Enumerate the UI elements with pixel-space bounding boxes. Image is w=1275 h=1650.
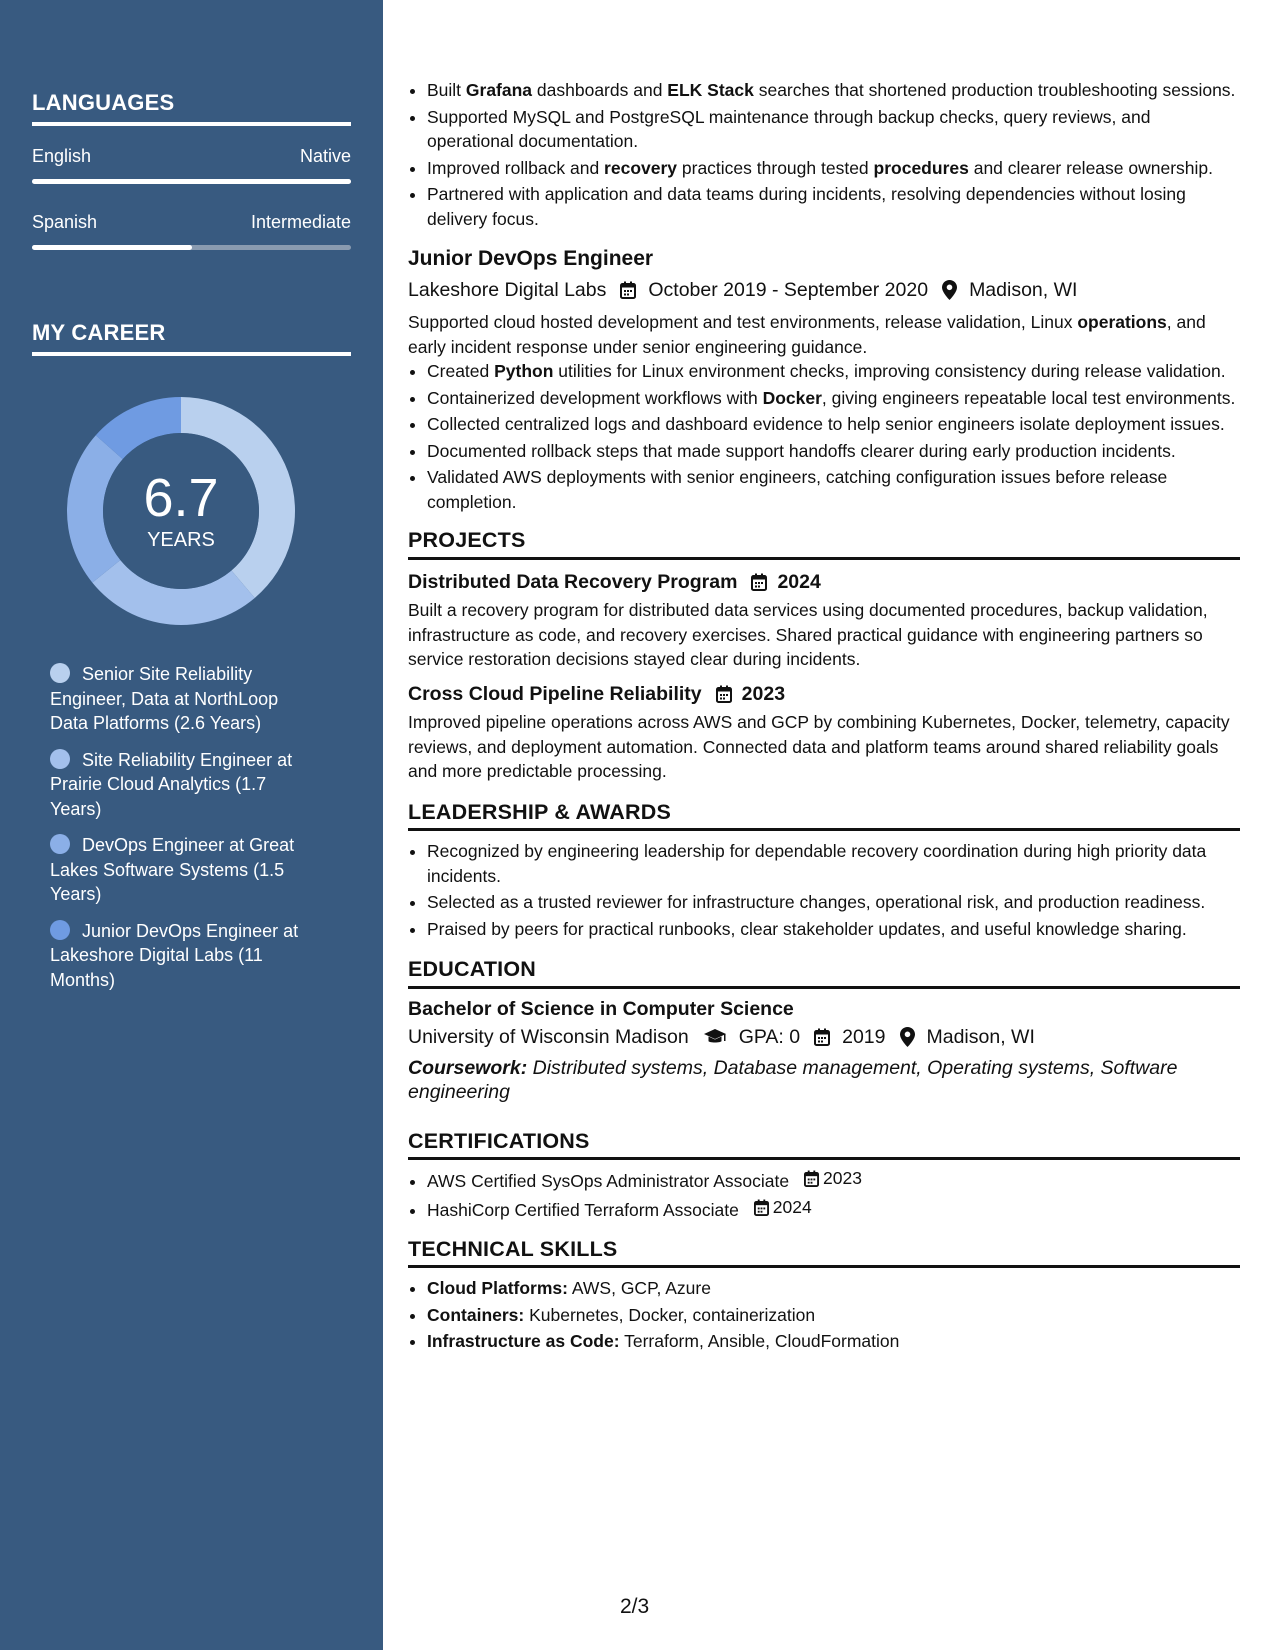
calendar-icon [716, 685, 732, 703]
project-year: 2024 [777, 570, 821, 593]
bullet-item [427, 78, 1240, 103]
bullet-text: Created [427, 361, 495, 381]
location-pin-icon [942, 280, 957, 300]
legend-dot [50, 663, 70, 683]
calendar-icon [804, 1170, 819, 1187]
calendar-icon [754, 1199, 769, 1216]
job-meta [408, 278, 1240, 303]
bullet-text: Documented rollback steps that made support handoffs clearer during early production incidents. [427, 440, 1176, 461]
bullet-text: practices through tested [677, 157, 874, 178]
career-legend-text: Junior DevOps Engineer at Lakeshore Digital Labs (11 Months) [50, 920, 299, 990]
skill-values: Kubernetes, Docker, containerization [524, 1304, 816, 1325]
career-legend-text: DevOps Engineer at Great Lakes Software Systems (1.5 Years) [50, 835, 295, 904]
project-description: Built a recovery program for distributed data services using documented procedures, backup validation, infrastructure as code, and recovery exercises. Shared practical guidance with engineering partners so service restoration decisions stayed clear during incidents. [408, 600, 1208, 669]
legend-dot [50, 920, 70, 940]
job-summary [408, 310, 1240, 359]
bullet-item [427, 182, 1240, 231]
project-entry [408, 570, 1240, 672]
coursework [408, 1056, 1240, 1105]
page-number: 2/3 [620, 1595, 650, 1618]
projects-heading: PROJECTS [408, 528, 1240, 560]
bullet-keyword: ELK Stack [667, 80, 754, 100]
career-legend-item [50, 662, 320, 736]
skill-item [427, 1276, 1240, 1301]
career-total-unit: YEARS [147, 528, 215, 551]
skill-values: Terraform, Ansible, CloudFormation [619, 1331, 900, 1351]
bullet-item [427, 105, 1240, 154]
summary-text: , and early incident response under senior engineering guidance. [408, 312, 1206, 357]
career-total-years: 6.7 [143, 467, 219, 528]
school-name: University of Wisconsin Madison [408, 1026, 689, 1048]
leadership-item: • Selected as a trusted reviewer for infrastructure changes, operational risk, and production readiness. [427, 890, 1240, 915]
languages-heading: LANGUAGES [32, 90, 351, 126]
legend-dot [50, 834, 70, 854]
job-bullets [408, 359, 1240, 514]
legend-dot [50, 749, 70, 769]
job-title: Junior DevOps Engineer [408, 247, 654, 270]
bullet-text: Improved rollback and [427, 157, 605, 178]
main-content [408, 78, 1240, 1356]
bullet-text: dashboards and [532, 80, 668, 100]
sidebar-content [32, 90, 351, 1004]
bullet-text: searches that shortened production troubleshooting sessions. [753, 80, 1236, 100]
bullet-text: Validated AWS deployments with senior engineers, catching configuration issues before release completion. [427, 467, 1168, 512]
language-proficiency-fill [32, 245, 192, 250]
language-level: Intermediate [250, 212, 351, 232]
graduation-year: 2019 [842, 1026, 886, 1048]
project-title: Cross Cloud Pipeline Reliability [408, 682, 702, 705]
bullet-keyword: Python [494, 361, 554, 381]
bullet-item [427, 439, 1240, 464]
calendar-icon [814, 1028, 830, 1046]
bullet-text: Built [427, 80, 466, 100]
skill-category: Cloud Platforms: [427, 1278, 568, 1298]
skill-category: Containers: [427, 1304, 525, 1325]
job-company: Lakeshore Digital Labs [408, 278, 607, 301]
language-name: Spanish [32, 212, 98, 232]
certification-name: HashiCorp Certified Terraform Associate [427, 1200, 739, 1220]
bullet-text: and clearer release ownership. [968, 157, 1214, 178]
degree-title: Bachelor of Science in Computer Science [408, 997, 794, 1020]
sidebar [0, 0, 383, 1650]
previous-job-bullets [408, 78, 1240, 231]
bullet-keyword: Docker [762, 387, 822, 408]
gpa: GPA: 0 [738, 1026, 801, 1048]
certifications-heading: CERTIFICATIONS [408, 1129, 1240, 1161]
leadership-heading: LEADERSHIP & AWARDS [408, 800, 1240, 832]
career-legend-item [50, 919, 320, 993]
certification-year: 2023 [823, 1168, 862, 1188]
career-legend [50, 662, 320, 992]
education-location: Madison, WI [926, 1026, 1035, 1048]
project-entry [408, 682, 1240, 784]
certification-item [427, 1166, 1240, 1193]
bullet-keyword: procedures [873, 157, 969, 178]
education-heading: EDUCATION [408, 957, 1240, 989]
career-heading: MY CAREER [32, 320, 351, 356]
language-proficiency-fill [32, 179, 351, 184]
leadership-item: • Praised by peers for practical runbooks, clear stakeholder updates, and useful knowledge sharing. [427, 917, 1240, 942]
skills-heading: TECHNICAL SKILLS [408, 1237, 1240, 1269]
skill-values: AWS, GCP, Azure [567, 1278, 711, 1298]
certification-item [427, 1195, 1240, 1222]
coursework-list: Distributed systems, Database management, Operating systems, Software engineering [408, 1056, 1178, 1103]
project-title: Distributed Data Recovery Program [408, 570, 738, 593]
coursework-label: Coursework: [408, 1056, 528, 1079]
project-description: Improved pipeline operations across AWS and GCP by combining Kubernetes, Docker, telemetry, capacity reviews, and deployment automation. Connected data and platform teams around shared reliability goals and more predictable processing. [408, 712, 1230, 781]
language-spanish [32, 212, 351, 250]
bullet-text: , giving engineers repeatable local test environments. [821, 387, 1236, 408]
bullet-text: Supported MySQL and PostgreSQL maintenance through backup checks, query reviews, and operational documentation. [427, 106, 1151, 151]
bullet-text: Containerized development workflows with [427, 387, 763, 408]
certifications-list [408, 1166, 1240, 1223]
career-legend-text: Senior Site Reliability Engineer, Data at NorthLoop Data Platforms (2.6 Years) [50, 664, 279, 733]
career-donut-chart [66, 396, 296, 626]
career-legend-item [50, 748, 320, 822]
job-dates: October 2019 - September 2020 [648, 278, 929, 301]
job-location: Madison, WI [969, 278, 1078, 301]
education-meta [408, 1025, 1240, 1050]
summary-text: Supported cloud hosted development and test environments, release validation, Linux [408, 312, 1078, 332]
donut-center [66, 396, 296, 626]
certification-date [754, 1195, 812, 1220]
leadership-list [408, 839, 1240, 941]
career-legend-text: Site Reliability Engineer at Prairie Cloud Analytics (1.7 Years) [50, 749, 293, 819]
calendar-icon [751, 573, 767, 591]
skill-item [427, 1303, 1240, 1328]
project-title-row [408, 682, 1240, 707]
location-pin-icon [900, 1027, 915, 1047]
skill-category: Infrastructure as Code: [427, 1331, 620, 1351]
bullet-item [427, 386, 1240, 411]
language-english [32, 146, 351, 184]
language-proficiency-bar [32, 245, 351, 250]
calendar-icon [620, 281, 636, 299]
bullet-item [427, 359, 1240, 384]
bullet-item [427, 412, 1240, 437]
summary-keyword: operations [1077, 312, 1167, 332]
language-level: Native [299, 146, 351, 166]
project-title-row [408, 570, 1240, 595]
language-name: English [32, 146, 92, 166]
bullet-item [427, 156, 1240, 181]
bullet-keyword: Grafana [465, 80, 533, 100]
bullet-keyword: recovery [604, 157, 678, 178]
language-proficiency-bar [32, 179, 351, 184]
career-legend-item [50, 833, 320, 907]
leadership-item: • Recognized by engineering leadership for dependable recovery coordination during high priority data incidents. [427, 839, 1240, 888]
skill-item [427, 1329, 1240, 1354]
bullet-text: Collected centralized logs and dashboard evidence to help senior engineers isolate deployment issues. [427, 414, 1225, 434]
certification-date [804, 1166, 862, 1191]
bullet-text: utilities for Linux environment checks, improving consistency during release validation. [553, 361, 1226, 381]
bullet-text: Partnered with application and data teams during incidents, resolving dependencies without losing delivery focus. [427, 184, 1186, 229]
certification-year: 2024 [772, 1197, 812, 1218]
graduation-cap-icon [703, 1028, 727, 1046]
project-year: 2023 [741, 682, 786, 705]
bullet-item [427, 465, 1240, 514]
skills-list [408, 1276, 1240, 1354]
certification-name: AWS Certified SysOps Administrator Associate [427, 1170, 790, 1191]
